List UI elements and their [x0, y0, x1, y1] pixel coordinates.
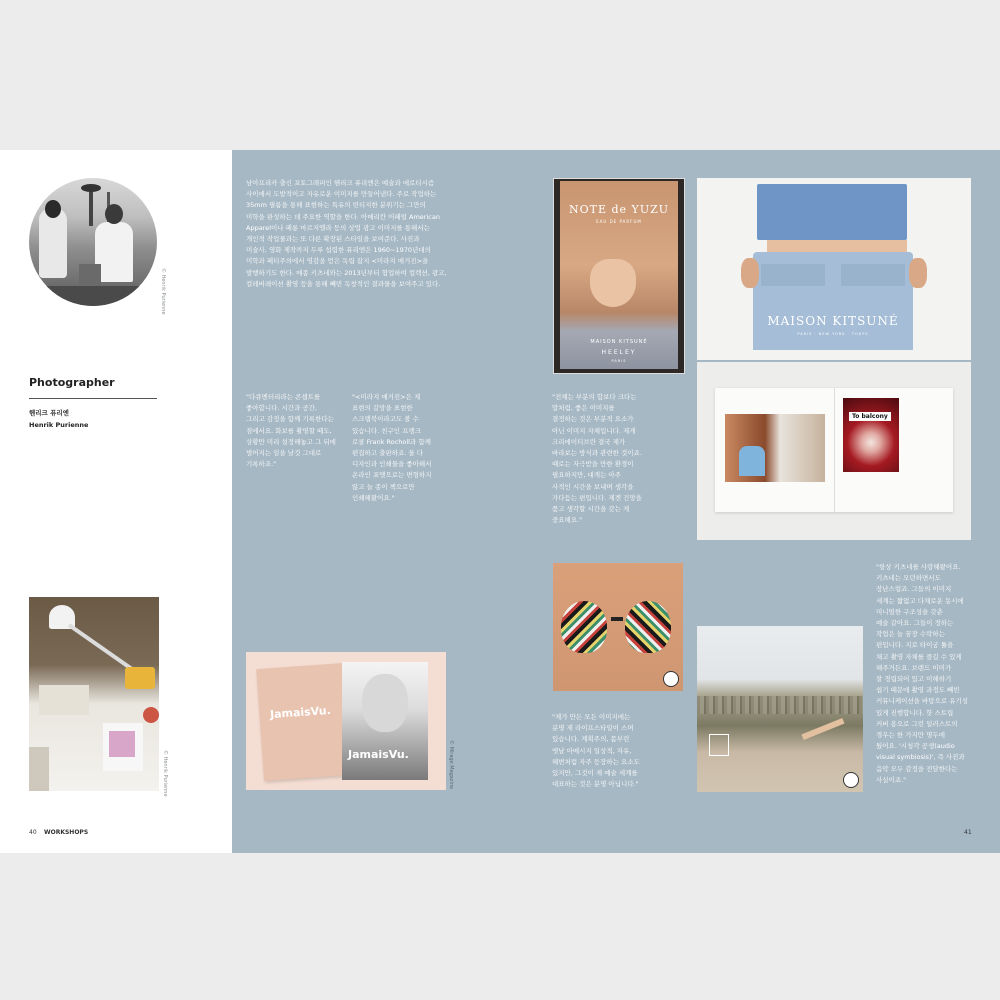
- balcony-sign-text: To balcony: [849, 412, 891, 421]
- kitsune-sub-text: PARIS · NEW YORK · TOKYO: [797, 332, 869, 336]
- jamaisvu-magazine-photo: [246, 652, 446, 790]
- jamaisvu-back-title: JamaisVu.: [348, 748, 409, 761]
- right-page: [232, 150, 1000, 853]
- yuzu-heeley-text: HEELEY: [601, 349, 637, 356]
- quote-kitsune: "항상 키츠네를 사랑해왔어요. 키츠네는 모던하면서도 장난스럽죠. 그들의 이미지 세계는 짧없고 다채로운 동시에 미니멀한 구조성을 갖춘 예술 같아요. 그들이 정하는 작업은 늘 꿈장 수락하는 편입니다. 지로 타이궁 톨을 채고 촬영 자체를 즐길 수 있게 해주거든요. 브랜드 이미가 잘 정립되어 있고 이해하기 쉽기 때문에 촬영 과정도 빼빈 커뮤니케이션을 바탕으로 유기성 있게 진행합니다. 핫 스트립 커버 용으로 그린 일러스트의 경우는 한 가지만 명두에 뒀어요. '시청각 공생(audio visual symbiosis)', 즉 사진과 음악 모두 감정을 전달한다는 사실이죠.": [876, 563, 969, 784]
- maison-kitsune-jeans-photo: [697, 178, 971, 360]
- yuzu-sub-text: EAU DE PARFUM: [596, 219, 642, 224]
- intro-paragraph: 남아프리카 출신 포토그래퍼인 헨리크 퓨리엔은 예술과 에로티시즘 사이에서 도발적이고 자유로운 이미지를 만들어낸다. 주로 작업하는 35mm 필름을 통해 표현하는 특유의 빈티지한 분위기는 그만의 미학을 완성하는 데 주요한 역할을 한다. 아메리칸 어패럴 American Apparel이나 페롱 마르지엘라 등의 상업 광고 이미지를 통해서는 개인적 작업물과는 또 다른 확장된 스타일을 보여준다. 사진과 미술사, 영화 제작까지 두루 섭렵한 퓨리엔은 1960~1970년대의 미학과 페티주의에서 영감을 얻은 독립 잡지 <미라지 매거진>을 발행하기도 한다. 메종 키츠네와는 2013년부터 협업하여 컬렉션, 광고, 컬레버레이션 촬영 등을 통해 빼빈 독창적인 결과물을 보여주고 있다.: [246, 179, 447, 288]
- quote-documentary: "다큐멘터리라는 콘셉트를 좋아합니다. 시간과 공간, 그리고 감정을 함께 기록한다는 점에서요. 화보를 촬영할 때도, 상황만 미리 설정해놓고 그 뒤에 벌어지는 일을 날것 그대로 기록하죠.": [246, 393, 336, 469]
- left-page: [0, 150, 232, 853]
- mirage-credit: © Mirage Magazine: [448, 740, 454, 790]
- bikini-photo: [553, 563, 683, 691]
- kitsune-label-text: MAISON KITSUNÉ: [767, 314, 899, 328]
- jamaisvu-front-title: JamaisVu.: [269, 703, 332, 722]
- portrait-credit: © Henrik Purienne: [160, 268, 166, 315]
- right-page-number: 41: [964, 829, 972, 836]
- quote-whole-vs-parts: "전체는 부분의 합보다 크다는 말처럼, 좋은 이미지를 결정하는 것은 부분적 요소가 아닌 이미지 자체입니다. 제게 크리에이티브란 결국 제가 바라보는 방식과 관련한 것이죠. 때로는 자극받을 만한 환경이 필요하지만, 대개는 아주 사적인 시간을 보내며 생각을 가다듬는 편입니다. 제겐 건망을 품고 생각할 시간을 갖는 게 중요해요.": [552, 393, 642, 525]
- quote-lifestyle: "제가 만든 모든 이미지에는 분명 제 라이프스타일이 스며 있습니다. 계획주의, 몸부린 옛날 아메시지 일상적, 자유, 해변처럼 자주 등장하는 요소도 있지만, 그것이 제 예술 세계를 대표하는 것은 분명 아닙니다.": [552, 713, 640, 789]
- yuzu-brand-text: NOTE de YUZU: [569, 203, 669, 216]
- left-page-number: 40: [29, 829, 37, 836]
- portrait-photo: [29, 178, 157, 306]
- yuzu-maison-text: MAISON KITSUNÉ: [590, 339, 648, 345]
- desk-photo: [29, 597, 159, 791]
- photographer-name-korean: 헨리크 퓨리엔: [29, 409, 69, 417]
- yuzu-paris-text: PARIS: [611, 359, 627, 363]
- fox-logo-icon: [843, 772, 859, 788]
- desk-credit: © Henrik Purienne: [162, 750, 168, 797]
- open-book-photo: [697, 362, 971, 540]
- fox-logo-icon: [663, 671, 679, 687]
- la-rooftop-photo: [697, 626, 863, 792]
- section-title: Photographer: [29, 376, 115, 389]
- title-rule: [29, 398, 157, 399]
- note-de-yuzu-photo: [553, 178, 685, 374]
- quote-mirage: "<미라지 매거진>은 제 표현의 갈망을 표현한 스크랩북이라고도 볼 수 있습니다. 친구인 프랭크 로쿨 Frank Rocholl과 함께 편집하고 출판하죠. 둘 다 디자인과 인쇄물을 좋아해서 온라인 포맷으로는 변형하지 않고 늘 종이 책으로만 인쇄해왔어요.": [352, 393, 432, 502]
- photographer-name-english: Henrik Purienne: [29, 421, 89, 429]
- section-label: WORKSHOPS: [44, 829, 89, 836]
